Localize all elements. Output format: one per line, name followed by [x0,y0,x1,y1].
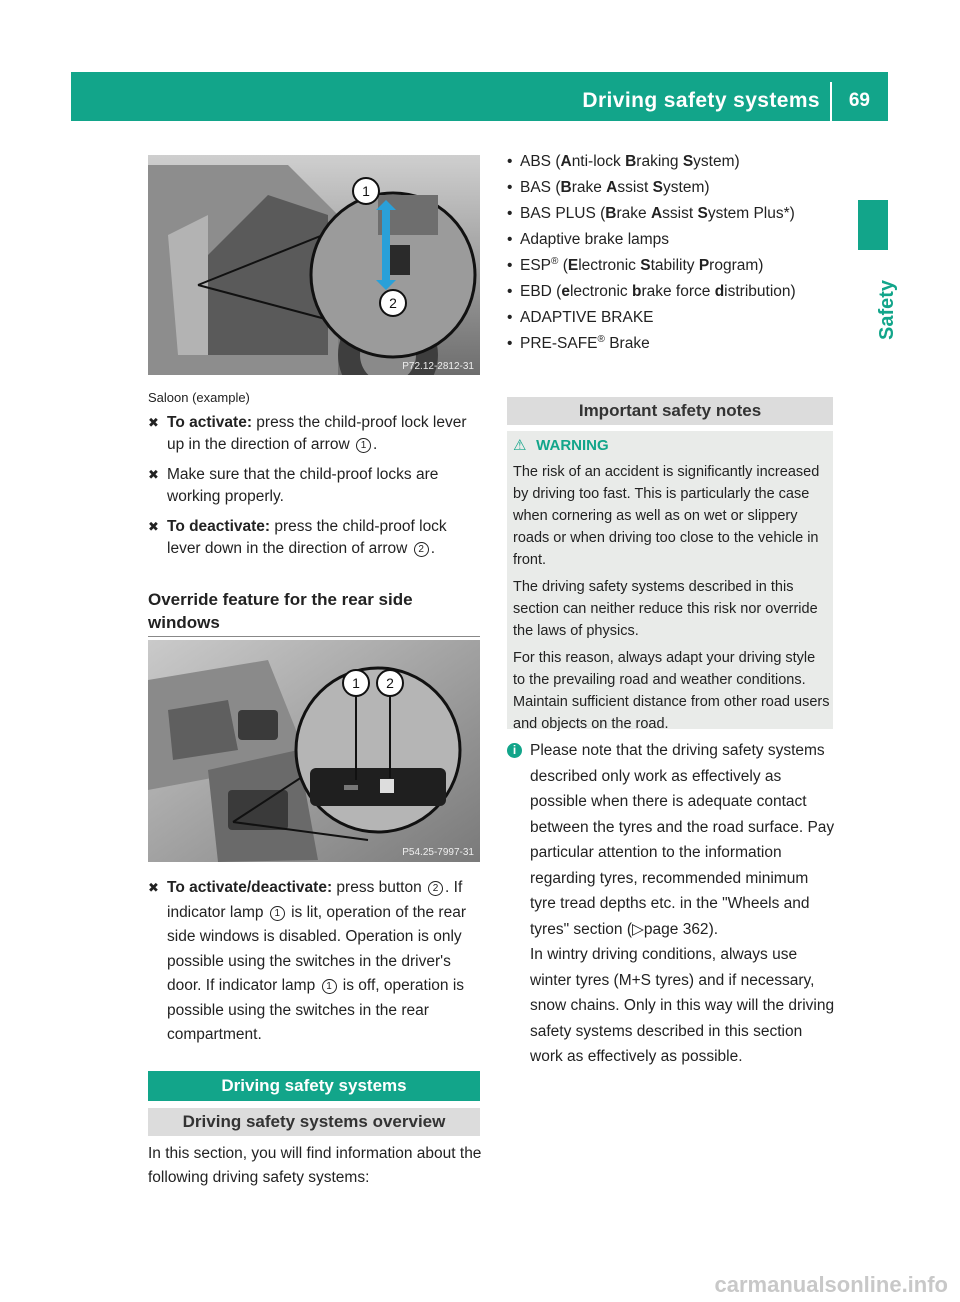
system-list-item: • EBD (electronic brake force distribution) [507,279,837,305]
system-list-item: • ABS (Anti-lock Braking System) [507,149,837,175]
step-deactivate: ✖ To deactivate: press the child-proof lock lever down in the direction of arrow 2 . [148,518,447,557]
system-list-item: • ADAPTIVE BRAKE [507,305,837,331]
photo1-callout-1: 1 [362,183,370,199]
system-list-item: • ESP® (Electronic Stability Program) [507,253,837,279]
section-heading-driving-safety: Driving safety systems [148,1071,480,1101]
step-check-locks: ✖ Make sure that the child-proof locks are working properly. [148,466,439,505]
callout-2-icon: 2 [414,542,429,557]
warning-header: ⚠ WARNING [513,435,609,457]
header-divider [830,82,832,121]
window-switch-photo [148,640,480,862]
page-ref-arrow-icon: ▷ [631,920,644,938]
page-header-bar [71,72,888,121]
step-arrow-icon: ✖ [148,880,159,895]
info-icon: i [507,743,522,758]
info-paragraph-2: In wintry driving conditions, always use winter tyres (M+S tyres) and if necessary, snow chains. Only in this way will the driving safety systems described in this section work as effectively as possible. [530,946,835,1065]
callout-1-icon: 1 [322,979,337,994]
info-paragraph-1: Please note that the driving safety systems described only work as effectively as possible when there is adequate contact between the tyres and the road surface. Pay particular attention to the information regarding tyres, recommended minimum tyre tread depths etc. in the "Wheels and tyres" section (▷page 362). [530,742,835,938]
instruction-steps [148,412,480,560]
callout-1-icon: 1 [270,906,285,921]
page-number: 69 [848,90,870,111]
callout-1-icon: 1 [356,438,371,453]
warning-text: The risk of an accident is significantly increased by driving too fast. This is particularly the case when cornering as well as on wet or slippery roads or when driving too close to the vehicle in front. The driving safety systems described in this section can neither reduce this risk nor override the laws of physics. For this reason, always adapt your driving style to the prevailing road and weather conditions. Maintain sufficient distance from other road users and objects on the road. [513,464,830,732]
side-tab-marker [858,200,888,250]
photo2-callout-2: 2 [386,675,394,691]
photo-caption: Saloon (example) [148,390,250,405]
warning-box [507,431,833,732]
step-arrow-icon: ✖ [148,519,159,534]
subsection-heading-overview: Driving safety systems overview [148,1108,480,1136]
warning-triangle-icon: ⚠ [513,437,527,454]
callout-2-icon: 2 [428,881,443,896]
intro-paragraph: In this section, you will find information about the following driving safety systems: [148,1145,482,1186]
system-list-item: • BAS PLUS (Brake Assist System Plus*) [507,201,837,227]
page-reference-link[interactable]: page 362 [643,920,709,938]
side-tab-label: Safety [876,279,898,340]
systems-list [507,149,837,357]
photo2-reference: P54.25-7997-31 [402,847,474,858]
step-arrow-icon: ✖ [148,415,159,430]
watermark-text: carmanualsonline.info [714,1272,948,1297]
step-activate-deactivate: ✖ To activate/deactivate: press button 2 . If indicator lamp 1 is lit, operation of the rear side windows is disabled. Operation is only possible using the switches in the driver's door. If indicator lamp 1 is off, operation is possible using the switches in the rear compartment. [148,876,480,1048]
photo1-callout-2: 2 [389,295,397,311]
step-activate: ✖ To activate: press the child-proof lock lever up in the direction of arrow 1 . [148,414,467,453]
important-safety-notes-heading: Important safety notes [507,397,833,425]
system-list-item: • Adaptive brake lamps [507,227,837,253]
photo2-callout-1: 1 [352,675,360,691]
override-heading: Override feature for the rear side windows [148,588,480,637]
photo1-reference: P72.12-2812-31 [402,361,474,372]
step-arrow-icon: ✖ [148,467,159,482]
system-list-item: • BAS (Brake Assist System) [507,175,837,201]
header-title: Driving safety systems [582,89,820,112]
child-proof-lock-photo [148,155,480,375]
system-list-item: • PRE-SAFE® Brake [507,331,837,357]
info-note [507,738,837,1070]
